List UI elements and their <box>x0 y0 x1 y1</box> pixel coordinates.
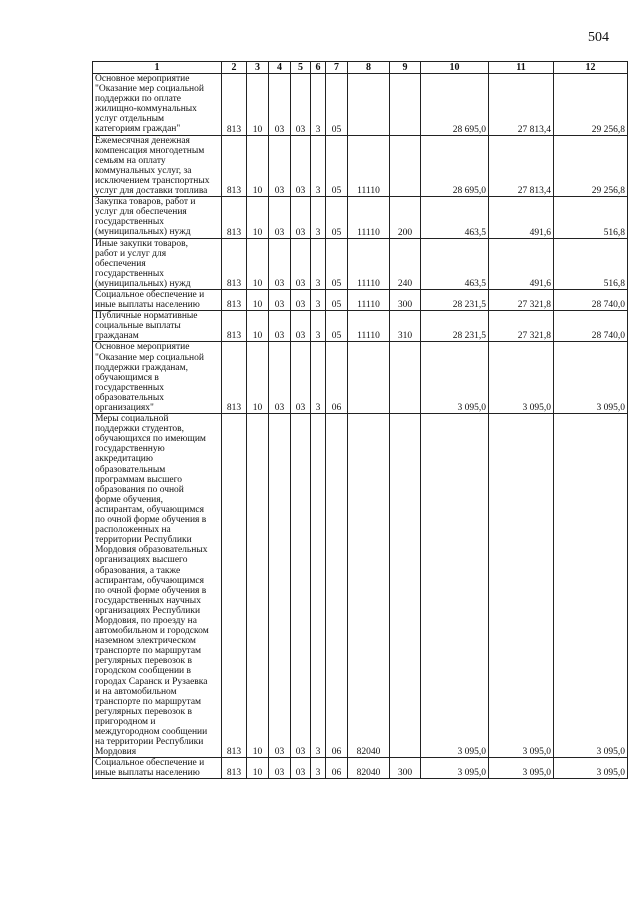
column-header: 2 <box>222 62 247 74</box>
column-header: 3 <box>247 62 269 74</box>
code-cell: 11110 <box>348 238 390 289</box>
code-cell: 813 <box>222 135 247 197</box>
row-description: Закупка товаров, работ и услуг для обеспечения государственных (муниципальных) нужд <box>93 197 222 238</box>
code-cell: 10 <box>247 238 269 289</box>
column-header: 9 <box>390 62 421 74</box>
row-description: Основное мероприятие "Оказание мер социальной поддержки по оплате жилищно-коммунальных услуг отдельным категориям граждан" <box>93 74 222 136</box>
row-description: Социальное обеспечение и иные выплаты населению <box>93 289 222 310</box>
code-cell: 310 <box>390 311 421 342</box>
code-cell: 813 <box>222 311 247 342</box>
amount-cell: 3 095,0 <box>421 342 489 414</box>
code-cell: 05 <box>326 197 348 238</box>
column-header: 12 <box>554 62 628 74</box>
code-cell <box>390 342 421 414</box>
column-header: 1 <box>93 62 222 74</box>
code-cell <box>390 74 421 136</box>
code-cell: 3 <box>311 135 326 197</box>
column-header: 4 <box>269 62 291 74</box>
code-cell <box>348 74 390 136</box>
code-cell: 10 <box>247 758 269 779</box>
code-cell: 240 <box>390 238 421 289</box>
code-cell: 3 <box>311 74 326 136</box>
amount-cell: 28 740,0 <box>554 289 628 310</box>
code-cell: 06 <box>326 414 348 758</box>
code-cell: 03 <box>291 342 311 414</box>
code-cell: 3 <box>311 311 326 342</box>
table-row <box>93 74 628 136</box>
row-description: Социальное обеспечение и иные выплаты населению <box>93 758 222 779</box>
amount-cell: 491,6 <box>489 197 554 238</box>
code-cell: 10 <box>247 289 269 310</box>
code-cell: 813 <box>222 238 247 289</box>
column-header: 5 <box>291 62 311 74</box>
code-cell: 10 <box>247 311 269 342</box>
code-cell: 03 <box>291 289 311 310</box>
amount-cell: 3 095,0 <box>421 414 489 758</box>
row-description: Ежемесячная денежная компенсация многодетным семьям на оплату коммунальных услуг, за исключением транспортных услуг для доставки топлива <box>93 135 222 197</box>
budget-table <box>92 61 628 779</box>
amount-cell: 27 813,4 <box>489 135 554 197</box>
code-cell: 03 <box>269 74 291 136</box>
header-row <box>93 62 628 74</box>
code-cell: 3 <box>311 289 326 310</box>
code-cell: 03 <box>269 758 291 779</box>
amount-cell: 3 095,0 <box>554 342 628 414</box>
code-cell: 03 <box>269 135 291 197</box>
code-cell: 05 <box>326 135 348 197</box>
table-row <box>93 311 628 342</box>
amount-cell: 29 256,8 <box>554 135 628 197</box>
row-description: Меры социальной поддержки студентов, обучающихся по имеющим государственную аккредитацию образовательным программам высшего образования по очной форме обучения, аспирантам, обучающимся по очной форме обучения в расположенных на территории Республики Мордовия образовательных организациях высшего образования, а также аспирантам, обучающимся по очной форме обучения в государственных научных организациях Республики Мордовия, по проезду на автомобильном и городском наземном электрическом транспорте по маршрутам регулярных перевозок в городском сообщении в городах Саранск и Рузаевка и на автомобильном транспорте по маршрутам регулярных перевозок в пригородном и междугородном сообщении на территории Республики Мордовия <box>93 414 222 758</box>
amount-cell: 491,6 <box>489 238 554 289</box>
table-row <box>93 197 628 238</box>
code-cell: 10 <box>247 74 269 136</box>
row-description: Иные закупки товаров, работ и услуг для обеспечения государственных (муниципальных) нужд <box>93 238 222 289</box>
code-cell: 82040 <box>348 758 390 779</box>
code-cell: 03 <box>291 311 311 342</box>
column-header: 8 <box>348 62 390 74</box>
amount-cell: 28 740,0 <box>554 311 628 342</box>
code-cell: 813 <box>222 758 247 779</box>
code-cell: 05 <box>326 238 348 289</box>
column-header: 10 <box>421 62 489 74</box>
amount-cell: 516,8 <box>554 238 628 289</box>
row-description: Публичные нормативные социальные выплаты гражданам <box>93 311 222 342</box>
code-cell: 03 <box>291 74 311 136</box>
code-cell: 11110 <box>348 197 390 238</box>
code-cell: 3 <box>311 238 326 289</box>
code-cell: 10 <box>247 135 269 197</box>
amount-cell: 28 695,0 <box>421 135 489 197</box>
table-body <box>93 74 628 779</box>
amount-cell: 463,5 <box>421 238 489 289</box>
table-row <box>93 414 628 758</box>
code-cell <box>390 414 421 758</box>
column-header: 7 <box>326 62 348 74</box>
code-cell: 10 <box>247 197 269 238</box>
table-row <box>93 238 628 289</box>
code-cell: 300 <box>390 289 421 310</box>
table-row <box>93 289 628 310</box>
code-cell: 200 <box>390 197 421 238</box>
code-cell: 03 <box>269 414 291 758</box>
code-cell: 06 <box>326 758 348 779</box>
code-cell: 03 <box>269 311 291 342</box>
code-cell: 03 <box>269 342 291 414</box>
code-cell: 05 <box>326 74 348 136</box>
table-row <box>93 758 628 779</box>
row-description: Основное мероприятие "Оказание мер социальной поддержки гражданам, обучающимся в государственных образовательных организациях" <box>93 342 222 414</box>
column-header: 11 <box>489 62 554 74</box>
code-cell: 03 <box>269 289 291 310</box>
amount-cell: 463,5 <box>421 197 489 238</box>
code-cell: 813 <box>222 197 247 238</box>
amount-cell: 3 095,0 <box>554 758 628 779</box>
code-cell: 03 <box>291 197 311 238</box>
amount-cell: 516,8 <box>554 197 628 238</box>
code-cell: 813 <box>222 74 247 136</box>
code-cell: 03 <box>291 238 311 289</box>
code-cell: 05 <box>326 311 348 342</box>
code-cell: 03 <box>269 238 291 289</box>
code-cell: 3 <box>311 197 326 238</box>
amount-cell: 28 231,5 <box>421 289 489 310</box>
amount-cell: 27 321,8 <box>489 311 554 342</box>
code-cell: 11110 <box>348 311 390 342</box>
code-cell: 03 <box>291 135 311 197</box>
column-header: 6 <box>311 62 326 74</box>
code-cell: 05 <box>326 289 348 310</box>
amount-cell: 27 321,8 <box>489 289 554 310</box>
code-cell: 10 <box>247 414 269 758</box>
amount-cell: 3 095,0 <box>489 758 554 779</box>
code-cell: 82040 <box>348 414 390 758</box>
code-cell: 06 <box>326 342 348 414</box>
amount-cell: 28 231,5 <box>421 311 489 342</box>
code-cell: 11110 <box>348 135 390 197</box>
code-cell <box>390 135 421 197</box>
amount-cell: 29 256,8 <box>554 74 628 136</box>
page-number: 504 <box>588 30 609 45</box>
amount-cell: 28 695,0 <box>421 74 489 136</box>
code-cell: 03 <box>291 414 311 758</box>
code-cell: 11110 <box>348 289 390 310</box>
code-cell: 03 <box>269 197 291 238</box>
code-cell: 3 <box>311 414 326 758</box>
code-cell <box>348 342 390 414</box>
amount-cell: 3 095,0 <box>489 414 554 758</box>
amount-cell: 27 813,4 <box>489 74 554 136</box>
table-row <box>93 342 628 414</box>
amount-cell: 3 095,0 <box>554 414 628 758</box>
code-cell: 813 <box>222 342 247 414</box>
amount-cell: 3 095,0 <box>489 342 554 414</box>
code-cell: 03 <box>291 758 311 779</box>
table-row <box>93 135 628 197</box>
code-cell: 10 <box>247 342 269 414</box>
code-cell: 3 <box>311 758 326 779</box>
amount-cell: 3 095,0 <box>421 758 489 779</box>
code-cell: 813 <box>222 289 247 310</box>
code-cell: 813 <box>222 414 247 758</box>
code-cell: 3 <box>311 342 326 414</box>
code-cell: 300 <box>390 758 421 779</box>
